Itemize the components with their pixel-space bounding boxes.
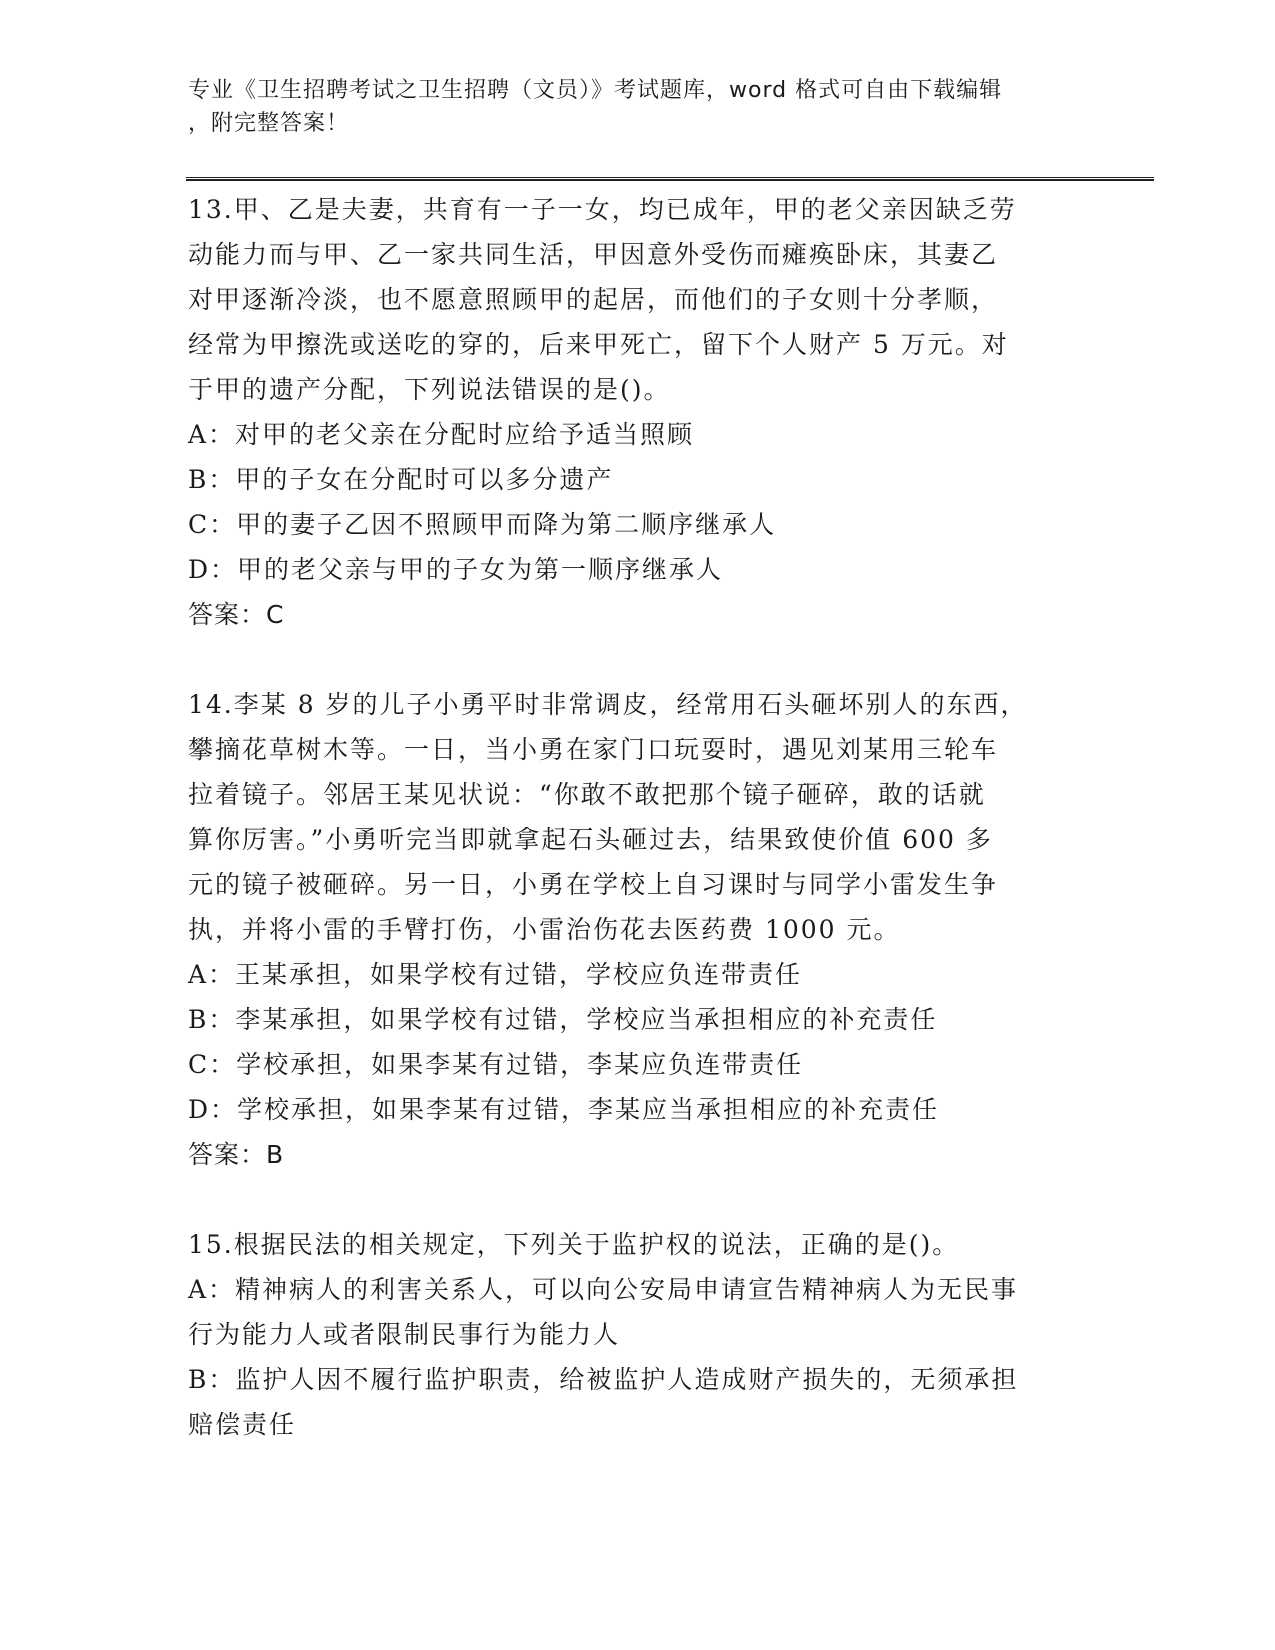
header-title-line2: ，附完整答案！ bbox=[188, 111, 350, 136]
option-a: A：精神病人的利害关系人，可以向公安局申请宣告精神病人为无民事 bbox=[188, 1275, 1019, 1304]
header-divider bbox=[186, 177, 1154, 181]
option-b: B：李某承担，如果学校有过错，学校应当承担相应的补充责任 bbox=[188, 1005, 938, 1034]
option-b-continued: 赔偿责任 bbox=[188, 1410, 297, 1439]
question-stem-line: 算你厉害。”小勇听完当即就拿起石头砸过去，结果致使价值 600 多 bbox=[188, 825, 993, 854]
header-title-line1: 专业《卫生招聘考试之卫生招聘（文员）》考试题库，word 格式可自由下载编辑 bbox=[188, 78, 1003, 103]
question-stem-line: 对甲逐渐冷淡，也不愿意照顾甲的起居，而他们的子女则十分孝顺， bbox=[188, 285, 999, 314]
question-stem-line: 14.李某 8 岁的儿子小勇平时非常调皮，经常用石头砸坏别人的东西， bbox=[188, 690, 1028, 719]
answer-label: 答案：C bbox=[188, 600, 285, 629]
option-c: C：甲的妻子乙因不照顾甲而降为第二顺序继承人 bbox=[188, 510, 777, 539]
option-a: A：王某承担，如果学校有过错，学校应负连带责任 bbox=[188, 960, 803, 989]
option-c: C：学校承担，如果李某有过错，李某应负连带责任 bbox=[188, 1050, 804, 1079]
question-stem-line: 执，并将小雷的手臂打伤，小雷治伤花去医药费 1000 元。 bbox=[188, 915, 901, 944]
option-d: D：甲的老父亲与甲的子女为第一顺序继承人 bbox=[188, 555, 724, 584]
option-b: B：监护人因不履行监护职责，给被监护人造成财产损失的，无须承担 bbox=[188, 1365, 1019, 1394]
question-stem-line: 经常为甲擦洗或送吃的穿的，后来甲死亡，留下个人财产 5 万元。对 bbox=[188, 330, 1009, 359]
question-stem-line: 15.根据民法的相关规定，下列关于监护权的说法，正确的是()。 bbox=[188, 1230, 960, 1259]
question-stem-line: 元的镜子被砸碎。另一日，小勇在学校上自习课时与同学小雷发生争 bbox=[188, 870, 999, 899]
question-list bbox=[188, 187, 1078, 1447]
option-a-continued: 行为能力人或者限制民事行为能力人 bbox=[188, 1320, 621, 1349]
option-d: D：学校承担，如果李某有过错，李某应当承担相应的补充责任 bbox=[188, 1095, 940, 1124]
question-stem-line: 于甲的遗产分配，下列说法错误的是()。 bbox=[188, 375, 671, 404]
question-stem-line: 拉着镜子。邻居王某见状说：“你敢不敢把那个镜子砸碎，敢的话就 bbox=[188, 780, 986, 809]
question-stem-line: 13.甲、乙是夫妻，共育有一子一女，均已成年，甲的老父亲因缺乏劳 bbox=[188, 195, 1017, 224]
question-14 bbox=[188, 682, 1078, 1177]
question-spacer bbox=[188, 637, 1078, 682]
option-a: A：对甲的老父亲在分配时应给予适当照顾 bbox=[188, 420, 695, 449]
question-15 bbox=[188, 1222, 1078, 1447]
question-13 bbox=[188, 187, 1078, 637]
question-stem-line: 攀摘花草树木等。一日，当小勇在家门口玩耍时，遇见刘某用三轮车 bbox=[188, 735, 999, 764]
question-spacer bbox=[188, 1177, 1078, 1222]
option-b: B：甲的子女在分配时可以多分遗产 bbox=[188, 465, 614, 494]
question-stem-line: 动能力而与甲、乙一家共同生活，甲因意外受伤而瘫痪卧床，其妻乙 bbox=[188, 240, 999, 269]
document-header bbox=[188, 74, 1088, 140]
answer-label: 答案：B bbox=[188, 1140, 285, 1169]
